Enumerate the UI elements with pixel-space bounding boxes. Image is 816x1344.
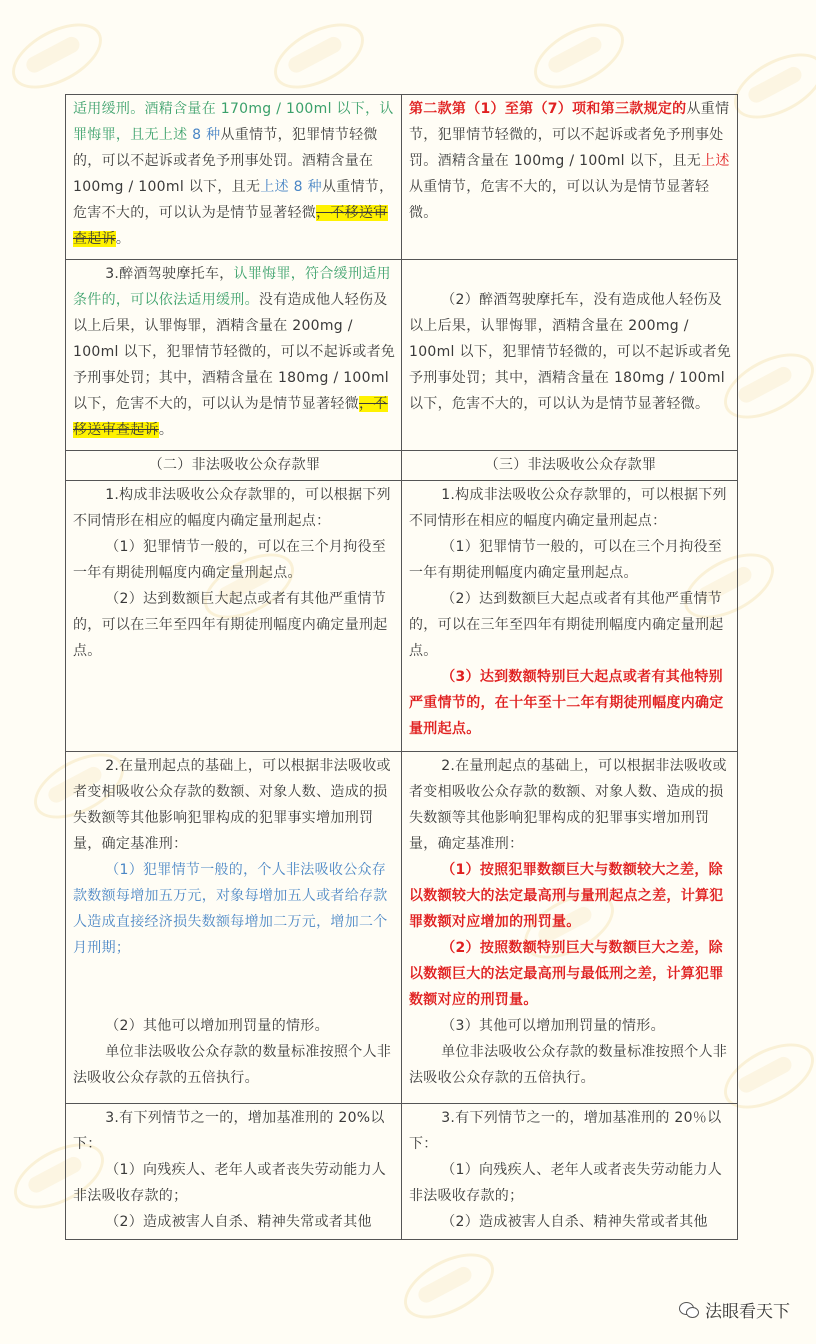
paragraph: 单位非法吸收公众存款的数量标准按照个人非法吸收公众存款的五倍执行。 (409, 1044, 728, 1086)
table-row (66, 451, 738, 481)
paragraph: （2）造成被害人自杀、精神失常或者其他 (105, 1214, 372, 1230)
right-cell (402, 95, 738, 260)
right-cell (402, 1104, 738, 1240)
table-row (66, 95, 738, 260)
right-cell (402, 752, 738, 1104)
added-paragraph: （2）按照数额特别巨大与数额巨大之差，除以数额巨大的法定最高刑与最低刑之差，计算犯罪数额对应的刑罚量。 (409, 940, 724, 1008)
source-footer (679, 1297, 790, 1322)
paragraph: 2.在量刑起点的基础上，可以根据非法吸收或者变相吸收公众存款的数额、对象人数、造成的损失数额等其他影响犯罪构成的犯罪事实增加刑罚量，确定基准刑： (73, 758, 391, 852)
paragraph: （1）犯罪情节一般的，个人非法吸收公众存款数额每增加五万元，对象每增加五人或者给存款人造成直接经济损失数额每增加二万元，增加二个月刑期； (73, 862, 388, 956)
watermark-logo (524, 10, 635, 102)
section-heading: （三）非法吸收公众存款罪 (402, 451, 738, 481)
paragraph: 2.在量刑起点的基础上，可以根据非法吸收或者变相吸收公众存款的数额、对象人数、造成的损失数额等其他影响犯罪构成的犯罪事实增加刑罚量，确定基准刑： (409, 758, 727, 852)
paragraph: （1）犯罪情节一般的，可以在三个月拘役至一年有期徒刑幅度内确定量刑起点。 (73, 539, 387, 581)
paragraph: 3.醉酒驾驶摩托车，认罪悔罪，符合缓刑适用条件的，可以依法适用缓刑。没有造成他人轻伤及以上后果，认罪悔罪，酒精含量在 200mg / 100ml 以下，犯罪情节轻微的，可以不起诉或者免予刑事处罚；其中，酒精含量在 180mg / 100ml 以下，危害不大的，可以认为是情节显著轻微，不移送审查起诉。 (73, 266, 396, 438)
paragraph: （2）造成被害人自杀、精神失常或者其他 (441, 1214, 708, 1230)
right-cell (402, 260, 738, 451)
left-cell (66, 260, 402, 451)
deleted-text: ，不移送审查起诉 (73, 396, 388, 438)
paragraph: （1）向残疾人、老年人或者丧失劳动能力人非法吸收存款的； (73, 1162, 387, 1204)
table-row (66, 260, 738, 451)
table-row (66, 1104, 738, 1240)
added-paragraph: （3）达到数额特别巨大起点或者有其他特别严重情节的，在十年至十二年有期徒刑幅度内确定量刑起点。 (409, 669, 724, 737)
paragraph: 1.构成非法吸收公众存款罪的，可以根据下列不同情形在相应的幅度内确定量刑起点： (409, 487, 727, 529)
watermark-logo (2, 10, 113, 102)
paragraph: （2）其他可以增加刑罚量的情形。 (105, 1018, 329, 1034)
deleted-text: ，不移送审查起诉 (73, 205, 388, 247)
left-cell (66, 95, 402, 260)
right-cell (402, 481, 738, 752)
paragraph: 3.有下列情节之一的，增加基准刑的 20％以下： (409, 1110, 722, 1152)
wechat-icon (679, 1302, 699, 1318)
paragraph: （2）醉酒驾驶摩托车，没有造成他人轻伤及以上后果，认罪悔罪，酒精含量在 200mg / 100ml 以下，犯罪情节轻微的，可以不起诉或者免予刑事处罚；其中，酒精含量在 180mg / 100ml 以下，危害不大的，可以认为是情节显著轻微。 (409, 292, 732, 412)
paragraph: （2）达到数额巨大起点或者有其他严重情节的，可以在三年至四年有期徒刑幅度内确定量刑起点。 (73, 591, 388, 659)
table-row (66, 752, 738, 1104)
left-cell (66, 752, 402, 1104)
paragraph: 第二款第（1）至第（7）项和第三款规定的从重情节，犯罪情节轻微的，可以不起诉或者免予刑事处罚。酒精含量在 100mg / 100ml 以下，且无上述从重情节，危害不大的，可以认为是情节显著轻微。 (409, 101, 730, 221)
left-cell (66, 481, 402, 752)
paragraph: （1）向残疾人、老年人或者丧失劳动能力人非法吸收存款的； (409, 1162, 723, 1204)
comparison-table (65, 94, 738, 1240)
section-heading: （二）非法吸收公众存款罪 (66, 451, 402, 481)
paragraph: 1.构成非法吸收公众存款罪的，可以根据下列不同情形在相应的幅度内确定量刑起点： (73, 487, 391, 529)
paragraph: （1）犯罪情节一般的，可以在三个月拘役至一年有期徒刑幅度内确定量刑起点。 (409, 539, 723, 581)
paragraph: （3）其他可以增加刑罚量的情形。 (441, 1018, 665, 1034)
account-name: 法眼看天下 (705, 1302, 790, 1322)
watermark-logo (394, 1240, 505, 1332)
table-row (66, 481, 738, 752)
watermark-logo (264, 10, 375, 102)
paragraph: （2）达到数额巨大起点或者有其他严重情节的，可以在三年至四年有期徒刑幅度内确定量刑起点。 (409, 591, 724, 659)
paragraph: 3.有下列情节之一的，增加基准刑的 20%以下： (73, 1110, 385, 1152)
added-paragraph: （1）按照犯罪数额巨大与数额较大之差，除以数额较大的法定最高刑与量刑起点之差，计算犯罪数额对应增加的刑罚量。 (409, 862, 724, 930)
left-cell (66, 1104, 402, 1240)
paragraph: 单位非法吸收公众存款的数量标准按照个人非法吸收公众存款的五倍执行。 (73, 1044, 392, 1086)
paragraph: 适用缓刑。酒精含量在 170mg / 100ml 以下，认罪悔罪，且无上述 8 种从重情节，犯罪情节轻微的，可以不起诉或者免予刑事处罚。酒精含量在 100mg / 100ml 以下，且无上述 8 种从重情节，危害不大的，可以认为是情节显著轻微，不移送审查起诉。 (73, 101, 394, 247)
